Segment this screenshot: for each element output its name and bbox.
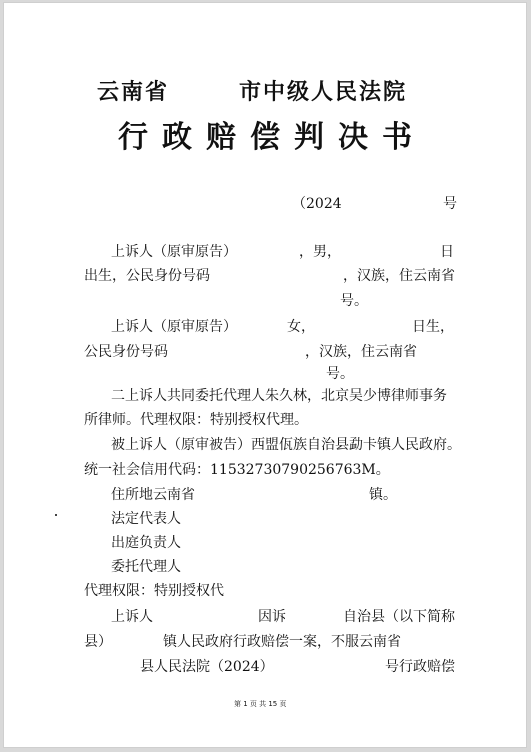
- case-line3-a: 县人民法院（2024）: [140, 659, 274, 675]
- appellant2-line2-a: 公民身份号码: [84, 344, 168, 360]
- appellant2-line1-c: 日生，: [412, 319, 454, 335]
- case-line3-b: 号行政赔偿: [385, 659, 455, 675]
- case-number-suffix: 号: [443, 196, 457, 212]
- legal-representative: 法定代表人: [111, 511, 181, 527]
- address-b: 镇。: [369, 487, 397, 503]
- case-line1-b: 因诉: [258, 609, 286, 625]
- appellant2-line3: 号。: [326, 366, 354, 382]
- appellant1-line3: 号。: [340, 293, 368, 309]
- appellee-line1: 被上诉人（原审被告）西盟佤族自治县勐卡镇人民政府。: [111, 437, 461, 453]
- appellant1-line1-b: ，男，: [299, 244, 341, 260]
- agent-scope: 代理权限：特别授权代: [84, 583, 224, 599]
- appellant2-line1-b: 女，: [287, 319, 315, 335]
- appellant1-line1-c: 日: [440, 244, 454, 260]
- case-line2-a: 县）: [84, 634, 112, 650]
- entrusted-agent: 委托代理人: [111, 559, 181, 575]
- case-line1-a: 上诉人: [111, 609, 153, 625]
- agent-paragraph-line2: 所律师。代理权限：特别授权代理。: [84, 412, 308, 428]
- document-title: 行政赔偿判决书: [118, 120, 426, 155]
- court-name-province: 云南省: [97, 79, 170, 105]
- appellant1-line2-a: 出生，公民身份号码: [84, 268, 210, 284]
- court-name-court: 市中级人民法院: [239, 79, 408, 105]
- case-number-prefix: （2024: [292, 196, 342, 212]
- appellee-credit-code: 统一社会信用代码：11532730790256763M。: [84, 462, 390, 478]
- page-indicator: 第 1 页 共 15 页: [234, 700, 287, 708]
- case-line2-b: 镇人民政府行政赔偿一案，不服云南省: [163, 634, 401, 650]
- appellant1-line1-a: 上诉人（原审原告）: [111, 244, 237, 260]
- appellant2-line1-a: 上诉人（原审原告）: [111, 319, 237, 335]
- stray-mark: [55, 514, 57, 516]
- agent-paragraph-line1: 二上诉人共同委托代理人朱久林，北京吴少博律师事务: [111, 388, 447, 404]
- case-line1-c: 自治县（以下简称: [343, 609, 455, 625]
- appellant2-line2-b: ，汉族，住云南省: [305, 344, 417, 360]
- address-a: 住所地云南省: [111, 487, 195, 503]
- document-page: [3, 2, 527, 748]
- appellant1-line2-b: ，汉族，住云南省: [343, 268, 455, 284]
- court-representative: 出庭负责人: [111, 535, 181, 551]
